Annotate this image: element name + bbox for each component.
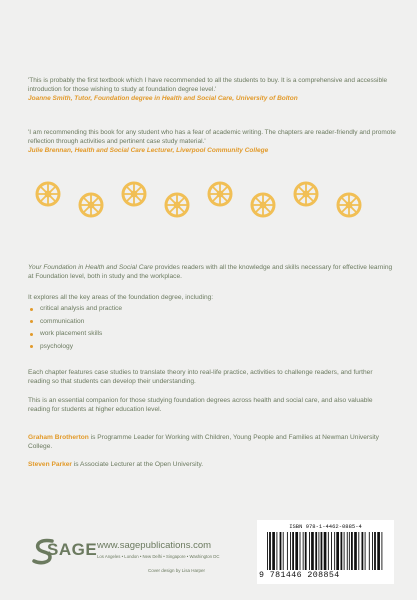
barcode-bar [300,532,301,570]
barcode-bar [318,532,319,570]
barcode-bar [341,532,343,570]
list-item: work placement skills [28,330,328,343]
author-description: is Programme Leader for Working with Children, Young People and Families at Newman University College. [28,434,379,451]
barcode-bar [276,532,277,570]
barcode-bar [358,532,359,570]
list-item: psychology [28,343,328,356]
barcode-bar [377,532,380,570]
barcode-bar [354,532,357,570]
publisher-logo-text: SAGE [47,540,98,559]
publisher-cities: Los Angeles • London • New Delhi • Singapore • Washington DC [97,554,220,559]
wheel-icon [123,183,145,205]
barcode-bar [295,532,298,570]
quote-text: 'I am recommending this book for any student who has a fear of academic writing. The chapters are reader-friendly and promote reflection through activities and pertinent case study material.' [28,129,396,145]
publisher-url: www.sagepublications.com [97,540,212,551]
barcode-bar [331,532,332,570]
barcode-bars [267,532,384,570]
barcode-bar [272,532,275,570]
wheel-icon [295,183,317,205]
barcode-bar [344,532,345,570]
wheel-icon [37,183,59,205]
wheel-icon [209,183,231,205]
author-bio-2 [28,460,393,469]
barcode-bar [311,532,314,570]
quote-attribution: Julie Brennan, Health and Social Care Lecturer, Liverpool Community College [28,147,269,154]
barcode-bar [336,532,339,570]
wheel-icon [338,194,360,216]
barcode-bar [349,532,350,570]
barcode-bar [365,532,366,570]
intro-text: provides readers with all the knowledge and skills necessary for effective learning at Foundation level, both in study and the workplace. [28,264,393,281]
barcode-bar [309,532,310,570]
author-description: is Associate Lecturer at the Open University. [72,461,204,468]
book-title: Your Foundation in Health and Social Care [28,264,153,271]
barcode-bar [347,532,348,570]
cover-credit: Cover design by Lisa Harper [148,568,206,573]
barcode-bar [369,532,370,570]
essential-paragraph: This is an essential companion for those studying foundation degrees across health and social care, and also valuable reading for students at higher education level. [28,397,373,414]
quote-attribution: Joanne Smith, Tutor, Foundation degree in Health and Social Care, University of Bolton [28,95,298,102]
barcode [257,520,394,584]
quote-text: 'This is probably the first textbook which I have recommended to all the students to buy. It is a comprehensive and accessible introduction for those wishing to study at foundation degree level.' [28,77,388,93]
barcode-bar [280,532,282,570]
isbn-label: ISBN 978-1-4462-0885-4 [289,523,362,530]
barcode-bar [305,532,307,570]
barcode-bar [267,532,268,570]
barcode-bar [283,532,284,570]
barcode-bar [292,532,294,570]
author-name: Graham Brotherton [28,434,89,441]
barcode-bar [351,532,353,570]
barcode-bar [290,532,291,570]
barcode-bar [381,532,382,570]
barcode-bar [269,532,271,570]
barcode-bar [321,532,323,570]
barcode-bar [324,532,327,570]
decorative-wheels [0,180,417,220]
barcode-bar [334,532,335,570]
wheel-icon [166,194,188,216]
barcode-bar [362,532,364,570]
barcode-bar [372,532,373,570]
review-quote-1 [28,76,400,103]
intro-paragraph [28,263,393,282]
author-bio-1 [28,433,393,452]
barcode-bar [328,532,329,570]
author-name: Steven Parker [28,461,72,468]
barcode-bar [315,532,317,570]
wheel-icon [80,194,102,216]
list-item: critical analysis and practice [28,305,328,318]
wheel-icon [252,194,274,216]
barcode-bar [303,532,304,570]
review-quote-2 [28,128,400,155]
barcode-bar [374,532,376,570]
explore-paragraph: It explores all the key areas of the foundation degree, including: [28,294,214,301]
barcode-bar [287,532,288,570]
barcode-digits: 9 781446 208854 [259,571,340,580]
list-item: communication [28,318,328,331]
features-paragraph: Each chapter features case studies to translate theory into real-life practice, activities to challenge readers, and further reading so that students can develop their understanding. [28,369,373,386]
key-areas-list [28,305,328,355]
